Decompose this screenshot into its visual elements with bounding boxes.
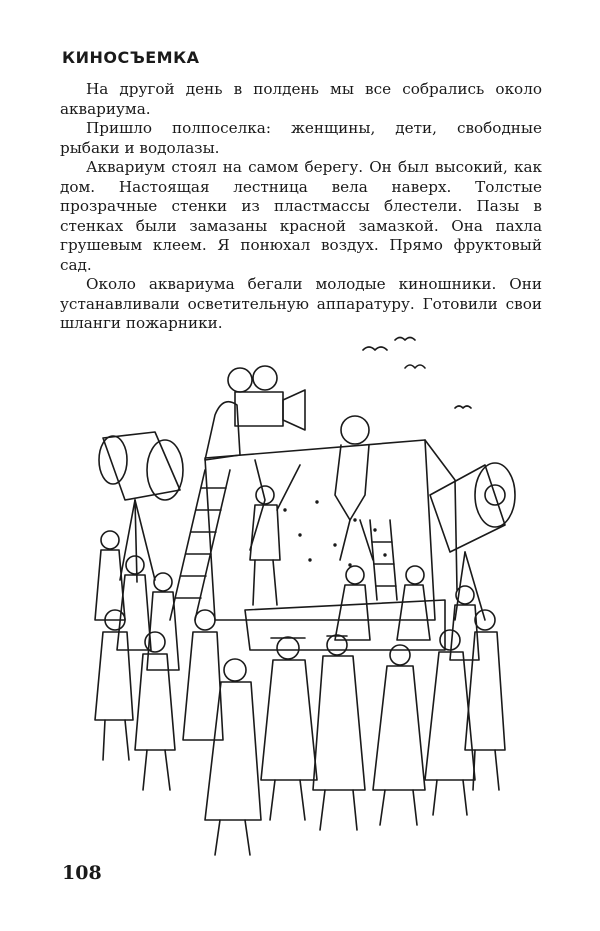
chapter-heading: КИНОСЪЕМКА — [62, 48, 200, 67]
paragraph-2: Пришло полпоселка: женщины, дети, свободные рыбаки и водолазы. — [60, 119, 542, 157]
paragraph-1: На другой день в полдень мы все собрались около аквариума. — [60, 80, 542, 118]
seagulls-icon — [363, 338, 471, 409]
film-shooting-crowd-illustration — [55, 320, 555, 860]
aquarium-tank — [205, 440, 457, 620]
paragraph-4: Около аквариума бегали молодые киношники. Они устанавливали осветительную аппаратуру. Готовили свои шланги пожарники. — [60, 275, 542, 332]
page-number: 108 — [62, 862, 102, 884]
stage-platform — [245, 600, 445, 650]
film-camera-icon — [205, 366, 305, 550]
ladder-left-icon — [170, 470, 230, 620]
diver-icon — [335, 416, 373, 560]
spotlight-right-icon — [430, 463, 515, 620]
director-figure — [250, 465, 300, 605]
crowd — [95, 531, 505, 855]
body-text — [60, 80, 542, 334]
spotlight-left-icon — [99, 432, 183, 582]
paragraph-3: Аквариум стоял на самом берегу. Он был высокий, как дом. Настоящая лестница вела наверх. Толстые прозрачные стенки из пластмассы блестели. Пазы в стенках были замазаны красной замазкой. Она пахла грушевым клеем. Я понюхал воздух. Прямо фруктовый сад. — [60, 158, 542, 274]
ladder-right-icon — [370, 520, 397, 600]
